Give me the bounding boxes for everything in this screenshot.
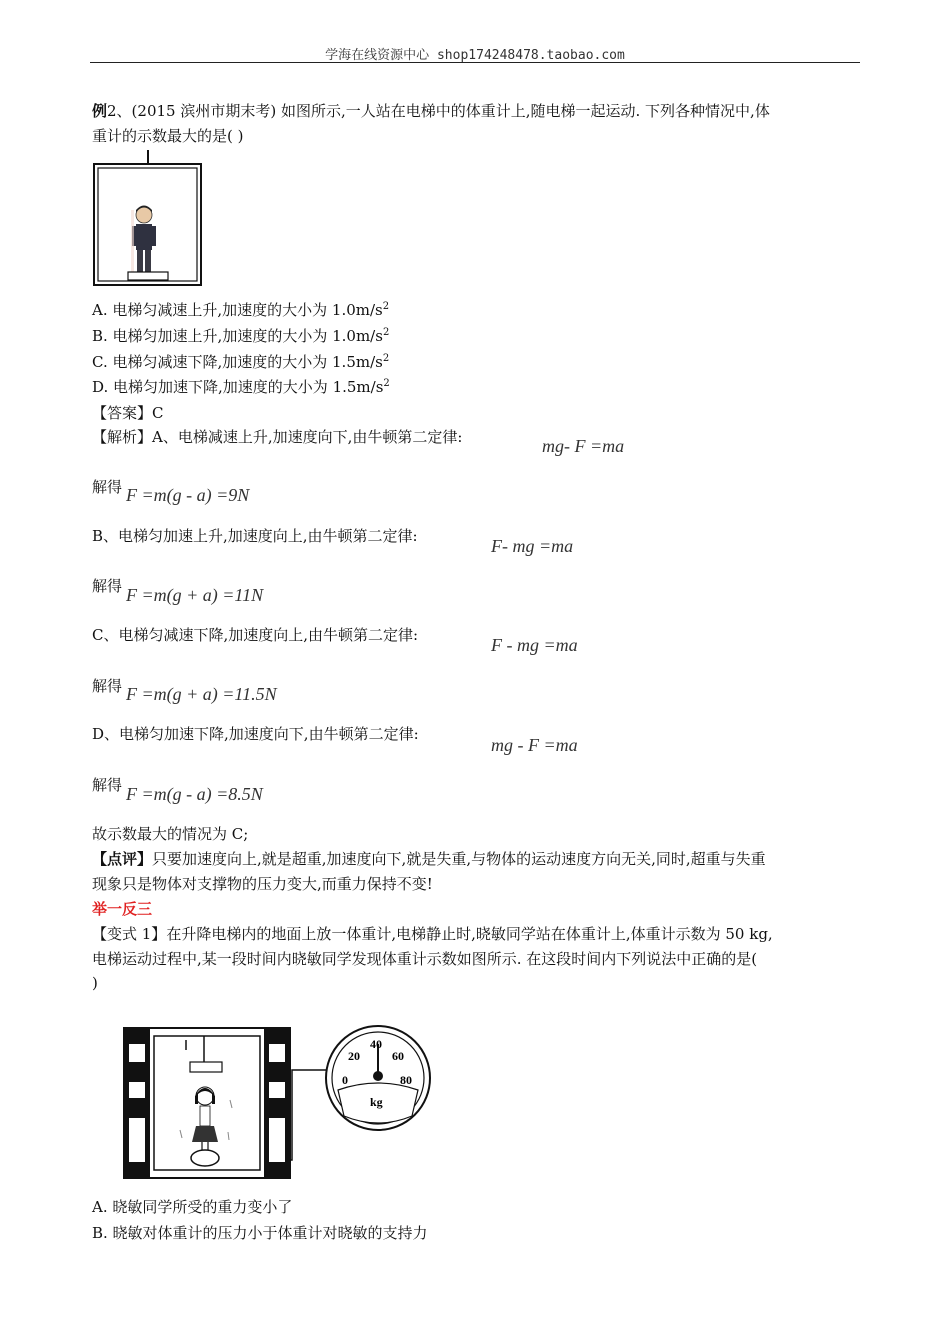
elevator-scale-figure xyxy=(120,1020,440,1190)
elevator-figure xyxy=(92,148,204,288)
tick-20: 20 xyxy=(348,1049,360,1063)
option-b[interactable]: B. 电梯匀加速上升,加速度的大小为 $1.0m/s^2$ xyxy=(92,327,390,345)
analysis-b: B、电梯匀加速上升,加速度向上,由牛顿第二定律: xyxy=(92,527,418,545)
practice-heading: 举一反三 xyxy=(92,900,153,918)
result-d: F =m(g - a) =8.5N xyxy=(126,784,263,804)
option-d[interactable]: D. 电梯匀加速下降,加速度的大小为 $1.5m/s^2$ xyxy=(92,378,390,396)
analysis-d: D、电梯匀加速下降,加速度向下,由牛顿第二定律: xyxy=(92,725,419,743)
scale-dial xyxy=(326,1026,430,1130)
practice-option-a[interactable]: A. 晓敏同学所受的重力变小了 xyxy=(92,1198,293,1216)
unit-label: kg xyxy=(370,1095,383,1109)
floor-scale xyxy=(191,1150,219,1166)
practice-label: 【变式 1】 xyxy=(92,925,167,943)
comment-label: 【点评】 xyxy=(92,850,153,868)
header-divider xyxy=(90,62,860,63)
analysis-label: 【解析】 xyxy=(92,428,153,446)
tick-80: 80 xyxy=(400,1073,412,1087)
option-c[interactable]: C. 电梯匀减速下降,加速度的大小为 $1.5m/s^2$ xyxy=(92,353,390,371)
practice-option-b[interactable]: B. 晓敏对体重计的压力小于体重计对晓敏的支持力 xyxy=(92,1224,428,1242)
solve-label-d: 解得 xyxy=(92,776,123,794)
comment-line2: 现象只是物体对支撑物的压力变大,而重力保持不变! xyxy=(92,875,433,893)
solve-label-c: 解得 xyxy=(92,677,123,695)
tick-60: 60 xyxy=(392,1049,404,1063)
law-c: F - mg =ma xyxy=(491,635,578,655)
answer: 【答案】C xyxy=(92,404,164,422)
solve-label-b: 解得 xyxy=(92,577,123,595)
option-a[interactable]: A. 电梯匀减速上升,加速度的大小为 $1.0m/s^2$ xyxy=(92,301,390,319)
comment: 【点评】只要加速度向上,就是超重,加速度向下,就是失重,与物体的运动速度方向无关,同时,超重与失重 xyxy=(92,850,766,868)
analysis-c: C、电梯匀减速下降,加速度向上,由牛顿第二定律: xyxy=(92,626,419,644)
result-a: F =m(g - a) =9N xyxy=(126,485,250,505)
tick-0: 0 xyxy=(342,1073,348,1087)
example-title-line2: 重计的示数最大的是( ) xyxy=(92,127,244,145)
page-header: 学海在线资源中心 shop174248478.taobao.com xyxy=(325,48,625,63)
example-title-prefix: 例 xyxy=(92,102,108,120)
practice-line2: 电梯运动过程中,某一段时间内晓敏同学发现体重计示数如图所示. 在这段时间内下列说法中正确的是( xyxy=(92,950,758,968)
tick-40: 40 xyxy=(370,1037,382,1051)
example-title xyxy=(92,100,770,122)
practice-question: 【变式 1】在升降电梯内的地面上放一体重计,电梯静止时,晓敏同学站在体重计上,体重计示数为 50 kg, xyxy=(92,925,773,943)
example-title-text: 2、(2015 滨州市期末考) 如图所示,一人站在电梯中的体重计上,随电梯一起运动. 下列各种情况中,体 xyxy=(107,102,770,120)
law-b: F- mg =ma xyxy=(491,536,574,556)
solve-label-a: 解得 xyxy=(92,478,123,496)
result-c: F =m(g + a) =11.5N xyxy=(126,684,277,704)
conclusion: 故示数最大的情况为 C; xyxy=(92,825,249,843)
scale-platform xyxy=(128,272,168,280)
law-d: mg - F =ma xyxy=(491,735,578,755)
result-b: F =m(g + a) =11N xyxy=(126,585,264,605)
law-a: mg- F =ma xyxy=(542,436,625,456)
practice-line3: ) xyxy=(92,974,98,992)
analysis-a: 【解析】A、电梯减速上升,加速度向下,由牛顿第二定律: xyxy=(92,428,463,446)
